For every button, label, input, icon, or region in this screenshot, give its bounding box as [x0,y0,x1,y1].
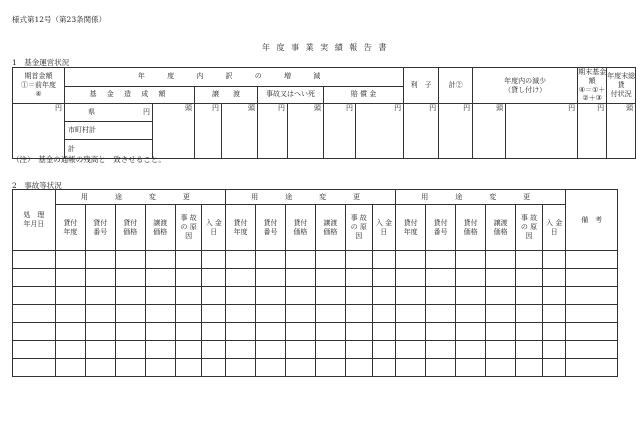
table-cell [285,359,315,377]
table-cell [55,323,85,341]
table-cell [456,251,486,269]
table-cell [426,269,456,287]
table-cell [396,305,426,323]
table-cell [426,251,456,269]
table-cell [516,269,543,287]
table-cell [202,251,226,269]
table-cell [202,305,226,323]
opening-balance-header: 期首金額 ①＝前年度 ④ [13,68,65,104]
row-total: 計 [65,140,153,159]
table-cell [55,287,85,305]
table-cell [372,251,396,269]
table-cell [255,251,285,269]
table-cell [486,287,516,305]
table-cell [345,251,372,269]
table-cell [542,251,566,269]
table-cell [486,269,516,287]
table-cell [175,305,202,323]
loan-price-header: 貸付 価格 [285,205,315,251]
table-cell [315,359,345,377]
row-prefecture: 県 円 [65,104,153,122]
table-cell [285,323,315,341]
table-cell [13,287,56,305]
table-cell [372,287,396,305]
table-cell [285,251,315,269]
table-cell [566,341,618,359]
table-cell [486,251,516,269]
table-cell [255,359,285,377]
table-cell [145,341,175,359]
table-cell [226,323,256,341]
table-cell [226,305,256,323]
table-cell [255,305,285,323]
table-cell [175,251,202,269]
interest-cell: 円 [404,104,439,159]
table-cell [372,305,396,323]
deposit-date-header: 入 金 日 [372,205,396,251]
table-cell [396,323,426,341]
table-row [13,323,618,341]
table-cell [202,359,226,377]
fund-created-header: 基 金 造 成 額 [65,86,195,103]
table-cell [145,287,175,305]
table-cell [115,269,145,287]
table-cell [486,359,516,377]
table-cell [456,287,486,305]
table-cell [372,269,396,287]
accident-yen-cell: 円 [258,104,288,159]
table-cell [13,251,56,269]
loan-number-header: 貸付 番号 [85,205,115,251]
table-cell [285,287,315,305]
transfer-price-header: 譲渡 価格 [315,205,345,251]
transfer-yen-cell: 円 [195,104,222,159]
table-row [13,359,618,377]
table-cell [566,323,618,341]
table-cell [396,359,426,377]
table-cell [315,287,345,305]
process-date-header: 処 理 年月日 [13,190,56,251]
table-cell [542,323,566,341]
decrease-header: 年度内の減少 （貸し付け） [473,68,578,104]
table-cell [115,251,145,269]
table-row [13,251,618,269]
table-cell [566,287,618,305]
closing-balance-header: 期末基金額 ④＝①＋②＋③ [578,68,607,103]
table-cell [456,305,486,323]
extra-yen-cell: 円 [356,104,404,159]
table-cell [85,305,115,323]
table-row [13,305,618,323]
table-cell [145,251,175,269]
table-cell [345,287,372,305]
table-cell [175,287,202,305]
table-cell [255,269,285,287]
compensation-header: 賠 償 金 [324,86,404,103]
accident-cause-header: 事 故 の 原 因 [345,205,372,251]
table-cell [175,359,202,377]
loan-price-header: 貸付 価格 [456,205,486,251]
table-cell [486,305,516,323]
table-cell [456,269,486,287]
table-cell [566,359,618,377]
loan-number-header: 貸付 番号 [255,205,285,251]
decrease-yen-cell: 円 [506,104,578,159]
table-cell [426,359,456,377]
total-cell: 円 [439,104,473,159]
table-cell [315,341,345,359]
table-cell [345,305,372,323]
table-cell [115,323,145,341]
fund-status-table [12,67,636,159]
table-cell [145,305,175,323]
table-cell [315,269,345,287]
row-municipal: 市町村計 [65,122,153,140]
table-cell [516,323,543,341]
table-cell [315,323,345,341]
table-cell [145,323,175,341]
table-cell [542,269,566,287]
table-cell [315,305,345,323]
table-cell [426,341,456,359]
loan-year-header: 貸付 年度 [396,205,426,251]
table-cell [542,359,566,377]
compensation-head-cell: 頭 [288,104,324,159]
table-cell [85,287,115,305]
table-cell [202,287,226,305]
transfer-price-header: 譲渡 価格 [486,205,516,251]
table-cell [55,269,85,287]
table-cell [175,341,202,359]
table-cell [566,251,618,269]
table-cell [372,359,396,377]
usage-change-header: 用 途 変 更 [396,190,566,205]
table-cell [175,323,202,341]
table-cell [516,287,543,305]
section1-heading: 1 基金運営状況 [12,58,70,67]
deposit-date-header: 入 金 日 [202,205,226,251]
table-cell [285,269,315,287]
table-cell [85,251,115,269]
note: （注） 基金の通帳の残高と一致させること。 [12,155,166,164]
table-cell [516,305,543,323]
table-cell [226,287,256,305]
table-cell [426,323,456,341]
compensation-yen-cell: 円 [324,104,356,159]
accident-cause-header: 事 故 の 原 因 [175,205,202,251]
loan-year-header: 貸付 年度 [55,205,85,251]
table-cell [456,341,486,359]
opening-cell: 円 [13,104,65,159]
table-cell [315,251,345,269]
deposit-date-header: 入 金 日 [542,205,566,251]
table-cell [13,305,56,323]
usage-change-header: 用 途 変 更 [55,190,225,205]
table-cell [226,341,256,359]
table-cell [285,341,315,359]
table-cell [345,341,372,359]
accident-head-cell: 頭 [222,104,258,159]
closing-cell: 円 [578,104,607,159]
table-cell [396,287,426,305]
table-cell [345,359,372,377]
table-cell [396,269,426,287]
table-cell [13,341,56,359]
loan-head-cell: 頭 [607,104,636,159]
table-cell [566,305,618,323]
table-cell [226,269,256,287]
form-label: 様式第12号（第23条関係） [12,15,107,24]
table-cell [145,359,175,377]
table-cell [85,323,115,341]
loan-year-header: 貸付 年度 [226,205,256,251]
table-cell [255,323,285,341]
table-cell [542,341,566,359]
table-row [13,287,618,305]
table-cell [486,323,516,341]
table-cell [175,269,202,287]
table-cell [226,359,256,377]
total-header: 計② [439,68,473,104]
table-cell [426,287,456,305]
table-cell [566,269,618,287]
table-cell [115,287,145,305]
table-cell [345,323,372,341]
table-cell [55,305,85,323]
decrease-head-cell: 頭 [473,104,506,159]
table-cell [426,305,456,323]
transfer-header: 譲 渡 [195,86,258,103]
table-cell [85,359,115,377]
table-cell [55,359,85,377]
table-cell [516,341,543,359]
accident-header: 事故又はへい死 [258,86,324,103]
table-cell [115,341,145,359]
remarks-header: 備 考 [566,190,618,251]
page-title: 年 度 事 業 実 績 報 告 書 [262,43,389,52]
table-row [13,341,618,359]
table-row [13,269,618,287]
table-cell [372,323,396,341]
table-cell [85,341,115,359]
table-cell [13,323,56,341]
table-cell [396,251,426,269]
table-cell [85,269,115,287]
interest-header: 利 子 [404,68,439,104]
table-cell [255,341,285,359]
table-cell [255,287,285,305]
table-cell [456,323,486,341]
table-cell [115,305,145,323]
table-cell [202,323,226,341]
accident-cause-header: 事 故 の 原 因 [516,205,543,251]
table-cell [396,341,426,359]
section2-heading: 2 事故等状況 [12,181,62,190]
table-cell [516,251,543,269]
table-cell [55,251,85,269]
table-cell [456,359,486,377]
table-cell [13,359,56,377]
table-cell [372,341,396,359]
table-cell [202,341,226,359]
transfer-head-cell: 頭 [153,104,195,159]
accident-table [12,189,618,377]
table-cell [542,305,566,323]
table-cell [226,251,256,269]
table-cell [55,341,85,359]
loan-price-header: 貸付 価格 [115,205,145,251]
table-cell [115,359,145,377]
breakdown-header: 年 度 内 訳 の 増 減 [65,68,404,87]
loan-status-header: 年度末総貸 付状況 [607,68,636,104]
usage-change-header: 用 途 変 更 [226,190,396,205]
loan-number-header: 貸付 番号 [426,205,456,251]
table-cell [542,287,566,305]
table-cell [486,341,516,359]
table-cell [145,269,175,287]
transfer-price-header: 譲渡 価格 [145,205,175,251]
table-cell [202,269,226,287]
table-cell [13,269,56,287]
table-cell [516,359,543,377]
table-cell [345,269,372,287]
table-cell [285,305,315,323]
